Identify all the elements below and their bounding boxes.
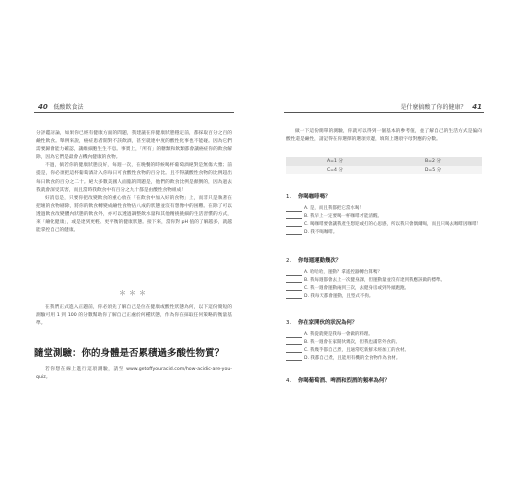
right-running-head: 是什麼搞酸了你的健康？ xyxy=(400,104,467,111)
paragraph: 在我們正式進入正題前，你必須先了解自己是位在健康或酸性狀態為何，以下這份簡短的測驗可用 1 到 100 的分數幫助你了解自己正處於何種狀態，作為你在採取任何策略的衡量基準。 xyxy=(36,305,232,327)
answer-blank[interactable] xyxy=(286,205,302,212)
answer-blank[interactable] xyxy=(286,269,302,276)
quiz-url-paragraph: 若你想在線上進行這項測驗，請至 www.getoffyouracid.com/how-acidic-are-you-quiz。 xyxy=(36,367,232,381)
answer-option[interactable]: A. 我從就變是我每一會做的料理。 xyxy=(286,331,486,339)
question-title: 3. 你在家開伙的狀況為何？ xyxy=(286,320,358,326)
answer-option[interactable]: B. 我早上一定要喝一杯咖啡才能清醒。 xyxy=(286,213,486,221)
question-title: 2. 你每週運動幾次？ xyxy=(286,258,342,264)
answer-option[interactable]: B. 我每週都會去上一次健身課，但運動量並沒有達到我應該做的標準。 xyxy=(286,277,486,285)
question-3 xyxy=(286,318,486,363)
answer-blank[interactable] xyxy=(286,355,302,362)
paragraph: 分評鑑討論，如果你已經有健康方面的問題，我建議在你健康狀態穩定前，都採取百分之百的鹼性飲食。舉例來說，癌症患者開對不該飲酒，甚至就連中度的酸性化事也不能碰。因為它們需要歸會能力確認，讓維細胞生生不息。事實上，「所有」的糖類和飲類都會讓癌症你的飲食解除，因為它們是最會占機內健康的食物。 xyxy=(36,131,232,161)
answer-option[interactable]: C. 喝咖啡要會讓我產生想迎或打的心思感，所以我只會偶爾喝，而且只喝去咖啡因咖啡！ xyxy=(286,221,486,229)
answer-option[interactable]: A. 哈哈哈，運動？拿遙控器轉台算嗎？ xyxy=(286,269,486,277)
quiz-heading: 隨堂測驗：你的身體是否累積過多酸性物質？ xyxy=(34,348,225,359)
question-4 xyxy=(286,376,486,389)
intro-paragraph: 做一下這份簡單的測驗，你就可以得到一個基本的參考值，並了解自己的生活方式是偏向酸性還是鹼性，請記得在你選擇的選項旁邊，填寫上選項字母對應的分數。 xyxy=(286,129,482,143)
score-cell: B=2 分 xyxy=(384,157,482,166)
score-cell: A=1 分 xyxy=(286,157,384,166)
score-cell: C=4 分 xyxy=(286,166,384,175)
question-title: 1. 你喝咖啡嗎？ xyxy=(286,194,331,200)
answer-blank[interactable] xyxy=(286,221,302,228)
score-table xyxy=(286,157,482,174)
left-page-number: 40 xyxy=(38,103,48,111)
answer-option[interactable]: C. 我一週會運動兩到三次，去健身房或到外頭跑跑。 xyxy=(286,285,486,293)
answer-blank[interactable] xyxy=(286,277,302,284)
left-running-header xyxy=(38,102,84,111)
left-running-head: 低酸飲食法 xyxy=(53,104,84,111)
answer-option[interactable]: B. 我一週會在家開伙幾次，但我也滿常外食的。 xyxy=(286,339,486,347)
table-row xyxy=(286,157,482,166)
right-page-number: 41 xyxy=(472,103,482,111)
left-header-rule xyxy=(34,112,234,113)
answer-blank[interactable] xyxy=(286,285,302,292)
paragraph: 不過，倘若你的健康狀態良好，每週一次，在晚餐的時候喝杯葡萄酒絕對是無傷大雅；前提是，你必須把這杯葡萄酒計入你每日可食酸性食物的百分比。且不得讓酸性食物的比例超出每日飲食的百分之二十。絕大多數美國人面臨的問題是，他們的飲食比例是顛倒的，因為過去我就會深受其害，而且當時我飲食中有百分之九十都是由酸性食物組成！ xyxy=(36,163,232,193)
answer-blank[interactable] xyxy=(286,339,302,346)
answer-blank[interactable] xyxy=(286,293,302,300)
right-intro-text xyxy=(286,128,482,144)
score-cell: D=5 分 xyxy=(384,166,482,175)
question-1 xyxy=(286,192,486,237)
answer-blank[interactable] xyxy=(286,229,302,236)
answer-option[interactable]: A. 是，而且我都把它當水喝！ xyxy=(286,205,486,213)
paragraph: 好消息是，只要你把改變飲食的重心放在「在飲食中加入好的食物」上，而非只是執著在把壞的食物剔除，將你的飲食轉變成鹼性食物佔八成的狀態並沒有想像中的困難。在除了可以透過飲食改變體內狀態的飲食外，亦可以透過調整飲水量和其他精挑挑細的生活習慣的方式，來「鹼化健康」，或是達到更輕、更平衡的健康狀態。接下來，當你對 pH 值的了解越多，就越能掌控自己的健康。 xyxy=(36,195,232,234)
left-body-text xyxy=(36,130,232,235)
answer-option[interactable]: D. 我每天都會運動，且型式不拘。 xyxy=(286,293,486,301)
right-running-header xyxy=(401,102,483,111)
question-2 xyxy=(286,256,486,301)
answer-blank[interactable] xyxy=(286,213,302,220)
question-title: 4. 你喝葡萄酒、啤酒和烈酒的頻率為何？ xyxy=(286,378,390,384)
answer-option[interactable]: C. 我幾乎都自己煮，且通常吃新鮮未經加工的食材。 xyxy=(286,347,486,355)
section-break: ＊＊＊ xyxy=(119,289,149,297)
left-body-text-2 xyxy=(36,304,232,328)
table-row xyxy=(286,166,482,175)
answer-option[interactable]: D. 我不喝咖啡。 xyxy=(286,229,486,237)
left-body-text-3 xyxy=(36,366,232,382)
answer-blank[interactable] xyxy=(286,347,302,354)
right-page xyxy=(260,0,520,500)
right-header-rule xyxy=(284,112,484,113)
answer-option[interactable]: D. 我都自己煮，且能用有機的全食物作為食材。 xyxy=(286,355,486,363)
answer-blank[interactable] xyxy=(286,331,302,338)
